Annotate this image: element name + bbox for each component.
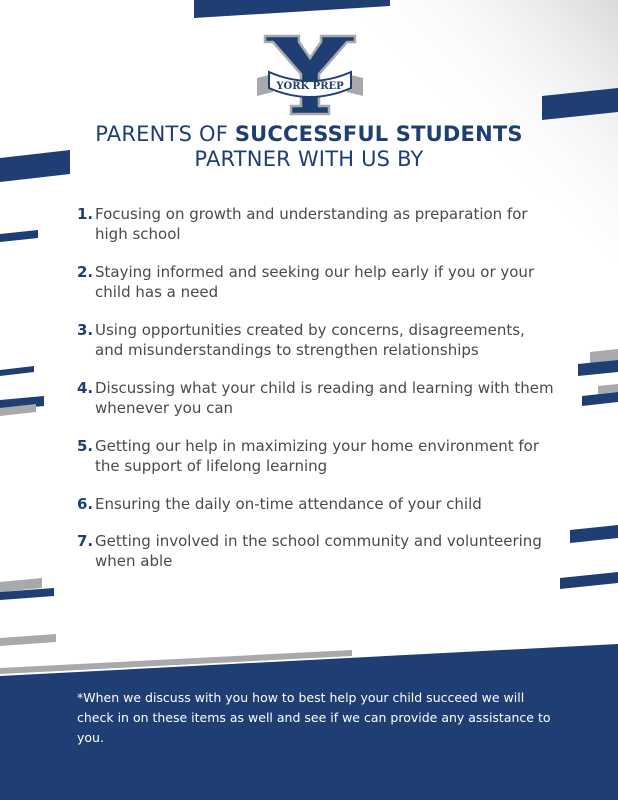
item-number: 6. <box>77 495 94 513</box>
logo-banner-text: YORK PREP <box>276 81 344 92</box>
heading-emphasis: SUCCESSFUL STUDENTS <box>234 122 523 146</box>
item-number: 1. <box>77 205 94 223</box>
item-number: 2. <box>77 263 94 281</box>
right-navy-stripe-2 <box>582 392 618 406</box>
heading-line1 <box>95 122 522 146</box>
list-item <box>77 531 557 571</box>
right-navy-stripe-4 <box>560 572 618 589</box>
logo-emblem-icon <box>255 34 365 116</box>
partnership-list <box>77 204 557 589</box>
right-navy-stripe-3 <box>570 525 618 543</box>
item-number: 5. <box>77 437 94 455</box>
list-item <box>77 494 557 514</box>
list-item <box>77 436 557 476</box>
left-navy-stripe-2 <box>0 230 38 242</box>
item-text: Focusing on growth and understanding as preparation for high school <box>95 205 528 243</box>
right-navy-stripe-1 <box>578 360 618 376</box>
item-text: Getting involved in the school community and volunteering when able <box>95 532 542 570</box>
item-text: Ensuring the daily on-time attendance of your child <box>95 495 482 513</box>
heading-line2: PARTNER WITH US BY <box>194 147 424 171</box>
item-number: 7. <box>77 532 94 550</box>
left-gray-stripe-3 <box>0 634 56 646</box>
list-item <box>77 320 557 360</box>
item-number: 3. <box>77 321 94 339</box>
list-item <box>77 204 557 244</box>
list-item <box>77 378 557 418</box>
item-text: Using opportunities created by concerns, disagreements, and misunderstandings to strengthen relationships <box>95 321 525 359</box>
left-navy-stripe-3 <box>0 366 34 376</box>
list-item <box>77 262 557 302</box>
york-prep-logo <box>255 34 365 116</box>
page-heading <box>0 122 618 172</box>
item-text: Getting our help in maximizing your home environment for the support of lifelong learning <box>95 437 540 475</box>
item-text: Discussing what your child is reading and learning with them whenever you can <box>95 379 554 417</box>
item-number: 4. <box>77 379 94 397</box>
item-text: Staying informed and seeking our help early if you or your child has a need <box>95 263 535 301</box>
footnote: *When we discuss with you how to best help your child succeed we will check in on these items as well and see if we can provide any assistance to you. <box>77 690 551 745</box>
heading-prefix: PARENTS OF <box>95 122 235 146</box>
